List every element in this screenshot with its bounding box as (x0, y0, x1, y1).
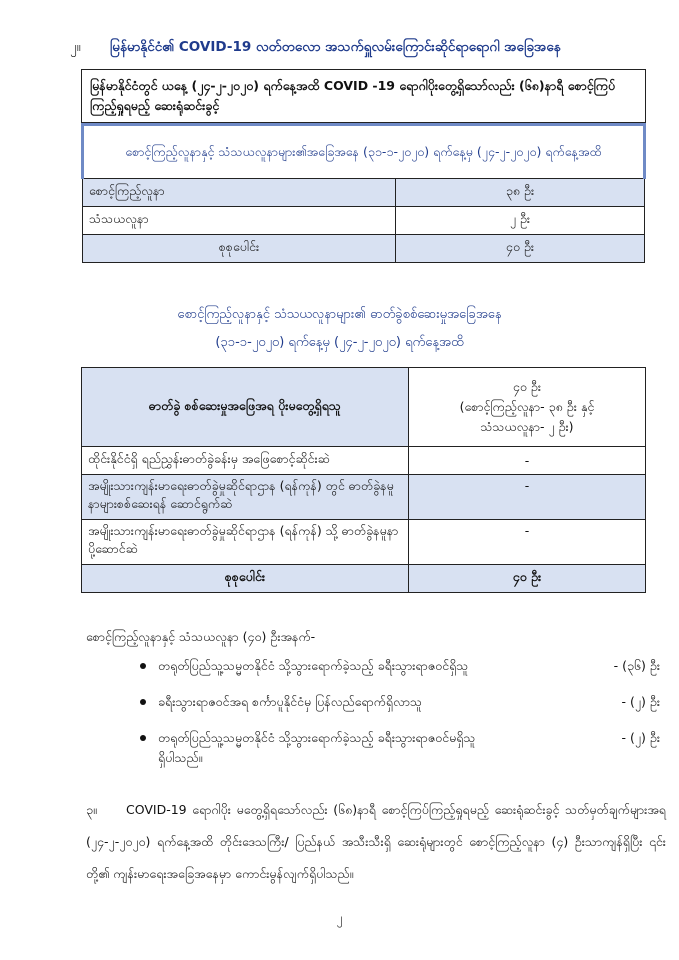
section-title (70, 38, 670, 58)
bullet-text: တရုတ်ပြည်သူ့သမ္မတနိုင်ငံ သို့သွားရောက်ခဲ့သည့် ခရီးသွားရာဇဝင်မရှိသူ (158, 730, 476, 745)
table-row (83, 207, 645, 235)
lab-header-breakdown-1: (စောင့်ကြည့်လူနာ- ၃၈ ဦး နှင့် (459, 399, 595, 414)
table-row (83, 235, 645, 263)
bullet-text: ခရီးသွားရာဇဝင်အရ စင်္ကာပူနိုင်ငံမှ ပြန်လည်ရောက်ရှိလာသူ (158, 694, 423, 709)
paragraph-text: COVID-19 ရောဂါပိုး မတွေ့ရှိရသော်လည်း (၆၈)နာရီ စောင့်ကြပ်ကြည့်ရှုရမည့် ဆေးရုံဆင်းခွင့် သတ်မှတ်ချက်များအရ (၂၄-၂-၂၀၂၀) ရက်နေ့အထိ တိုင်းဒေသကြီး/ ပြည်နယ် အသီးသီးရှိ ဆေးရုံများတွင် စောင့်ကြည့်လူနာ (၄) ဦးသာကျန်ရှိပြီး ၎င်းတို့၏ ကျန်းမာရေးအခြေအနေမှာ ကောင်းမွန်လျက်ရှိပါသည်။ (86, 802, 666, 881)
paragraph-3 (86, 794, 666, 890)
section-number: ၂။ (70, 39, 81, 55)
lab-row-value: - (408, 520, 645, 565)
list-item (140, 692, 660, 712)
summary-table-header: စောင့်ကြည့်လူနာနှင့် သံသယလူနာများ၏အခြေအနေ (၃၁-၁-၂၀၂၀) ရက်နေ့မှ (၂၄-၂-၂၀၂၀) ရက်နေ့အထိ (83, 125, 645, 179)
lab-row-label: ထိုင်းနိုင်ငံရှိ ရည်ညွှန်းဓာတ်ခွဲခန်းမှ အဖြေစောင့်ဆိုင်းဆဲ (82, 447, 409, 475)
notice-box (81, 69, 646, 123)
lab-row-label: အမျိုးသားကျန်းမာရေးဓာတ်ခွဲမှုဆိုင်ရာဌာန (ရန်ကုန်) တွင် ဓာတ်ခွဲနမူနာများစစ်ဆေးရန် ဆောင်ရွက်ဆဲ (82, 475, 409, 520)
bullet-tail: ရှိပါသည်။ (158, 750, 203, 765)
list-item (140, 728, 660, 748)
summary-table (81, 123, 646, 263)
lab-total-value: ၄၀ ဦး (408, 565, 645, 593)
page-number: ၂ (336, 910, 343, 925)
notice-text: မြန်မာနိုင်ငံတွင် ယနေ့ (၂၄-၂-၂၀၂၀) ရက်နေ့အထိ COVID -19 ရောဂါပိုးတွေ့ရှိသော်လည်း (၆၈)နာရီ စောင့်ကြပ်ကြည့်ရှုရမည့် ဆေးရုံဆင်းခွင့် (82, 70, 646, 123)
lab-table-header-left: ဓာတ်ခွဲ စစ်ဆေးမှုအဖြေအရ ပိုးမတွေ့ရှိရသူ (82, 368, 409, 447)
bullet-value: - (၃၆) ဦး (613, 658, 660, 673)
bullet-value: - (၂) ဦး (621, 694, 660, 709)
lab-total-label: စုစုပေါင်း (82, 565, 409, 593)
bullet-value: - (၂) ဦး (621, 730, 660, 745)
summary-row-label: သံသယလူနာ (83, 207, 396, 235)
intro-text: စောင့်ကြည့်လူနာနှင့် သံသယလူနာ (၄၀) ဦးအနက်- (86, 629, 316, 644)
section-title-text: မြန်မာနိုင်ငံ၏ COVID-19 လတ်တလော အသက်ရှူလမ်းကြောင်းဆိုင်ရာရောဂါ အခြေအနေ (110, 39, 561, 55)
list-item (140, 656, 660, 676)
summary-total-value: ၄၀ ဦး (396, 235, 645, 263)
lab-header-breakdown-2: သံသယလူနာ- ၂ ဦး) (480, 419, 574, 434)
summary-row-value: ၃၈ ဦး (396, 179, 645, 207)
lab-row-value: - (408, 447, 645, 475)
lab-table-header-right (408, 368, 645, 447)
table-row (82, 447, 646, 475)
summary-row-value: ၂ ဦး (396, 207, 645, 235)
table-row (82, 520, 646, 565)
lab-title-line1: စောင့်ကြည့်လူနာနှင့် သံသယလူနာများ၏ ဓာတ်ခွဲစစ်ဆေးမှုအခြေအနေ (177, 307, 502, 322)
summary-total-label: စုစုပေါင်း (83, 235, 396, 263)
lab-row-label: အမျိုးသားကျန်းမာရေးဓာတ်ခွဲမှုဆိုင်ရာဌာန (ရန်ကုန်) သို့ ဓာတ်ခွဲနမူနာပို့ဆောင်ဆဲ (82, 520, 409, 565)
lab-row-value: - (408, 475, 645, 520)
lab-table (81, 367, 646, 593)
bullet-list (140, 656, 660, 768)
bullet-text: တရုတ်ပြည်သူ့သမ္မတနိုင်ငံ သို့သွားရောက်ခဲ့သည့် ခရီးသွားရာဇဝင်ရှိသူ (158, 658, 469, 673)
table-row (83, 179, 645, 207)
lab-header-total: ၄၀ ဦး (512, 379, 542, 394)
summary-row-label: စောင့်ကြည့်လူနာ (83, 179, 396, 207)
paragraph-number: ၃။ (86, 802, 97, 817)
table-row (82, 565, 646, 593)
table-row (82, 475, 646, 520)
lab-title-line2: (၃၁-၁-၂၀၂၀) ရက်နေ့မှ (၂၄-၂-၂၀၂၀) ရက်နေ့အထိ (215, 335, 464, 350)
